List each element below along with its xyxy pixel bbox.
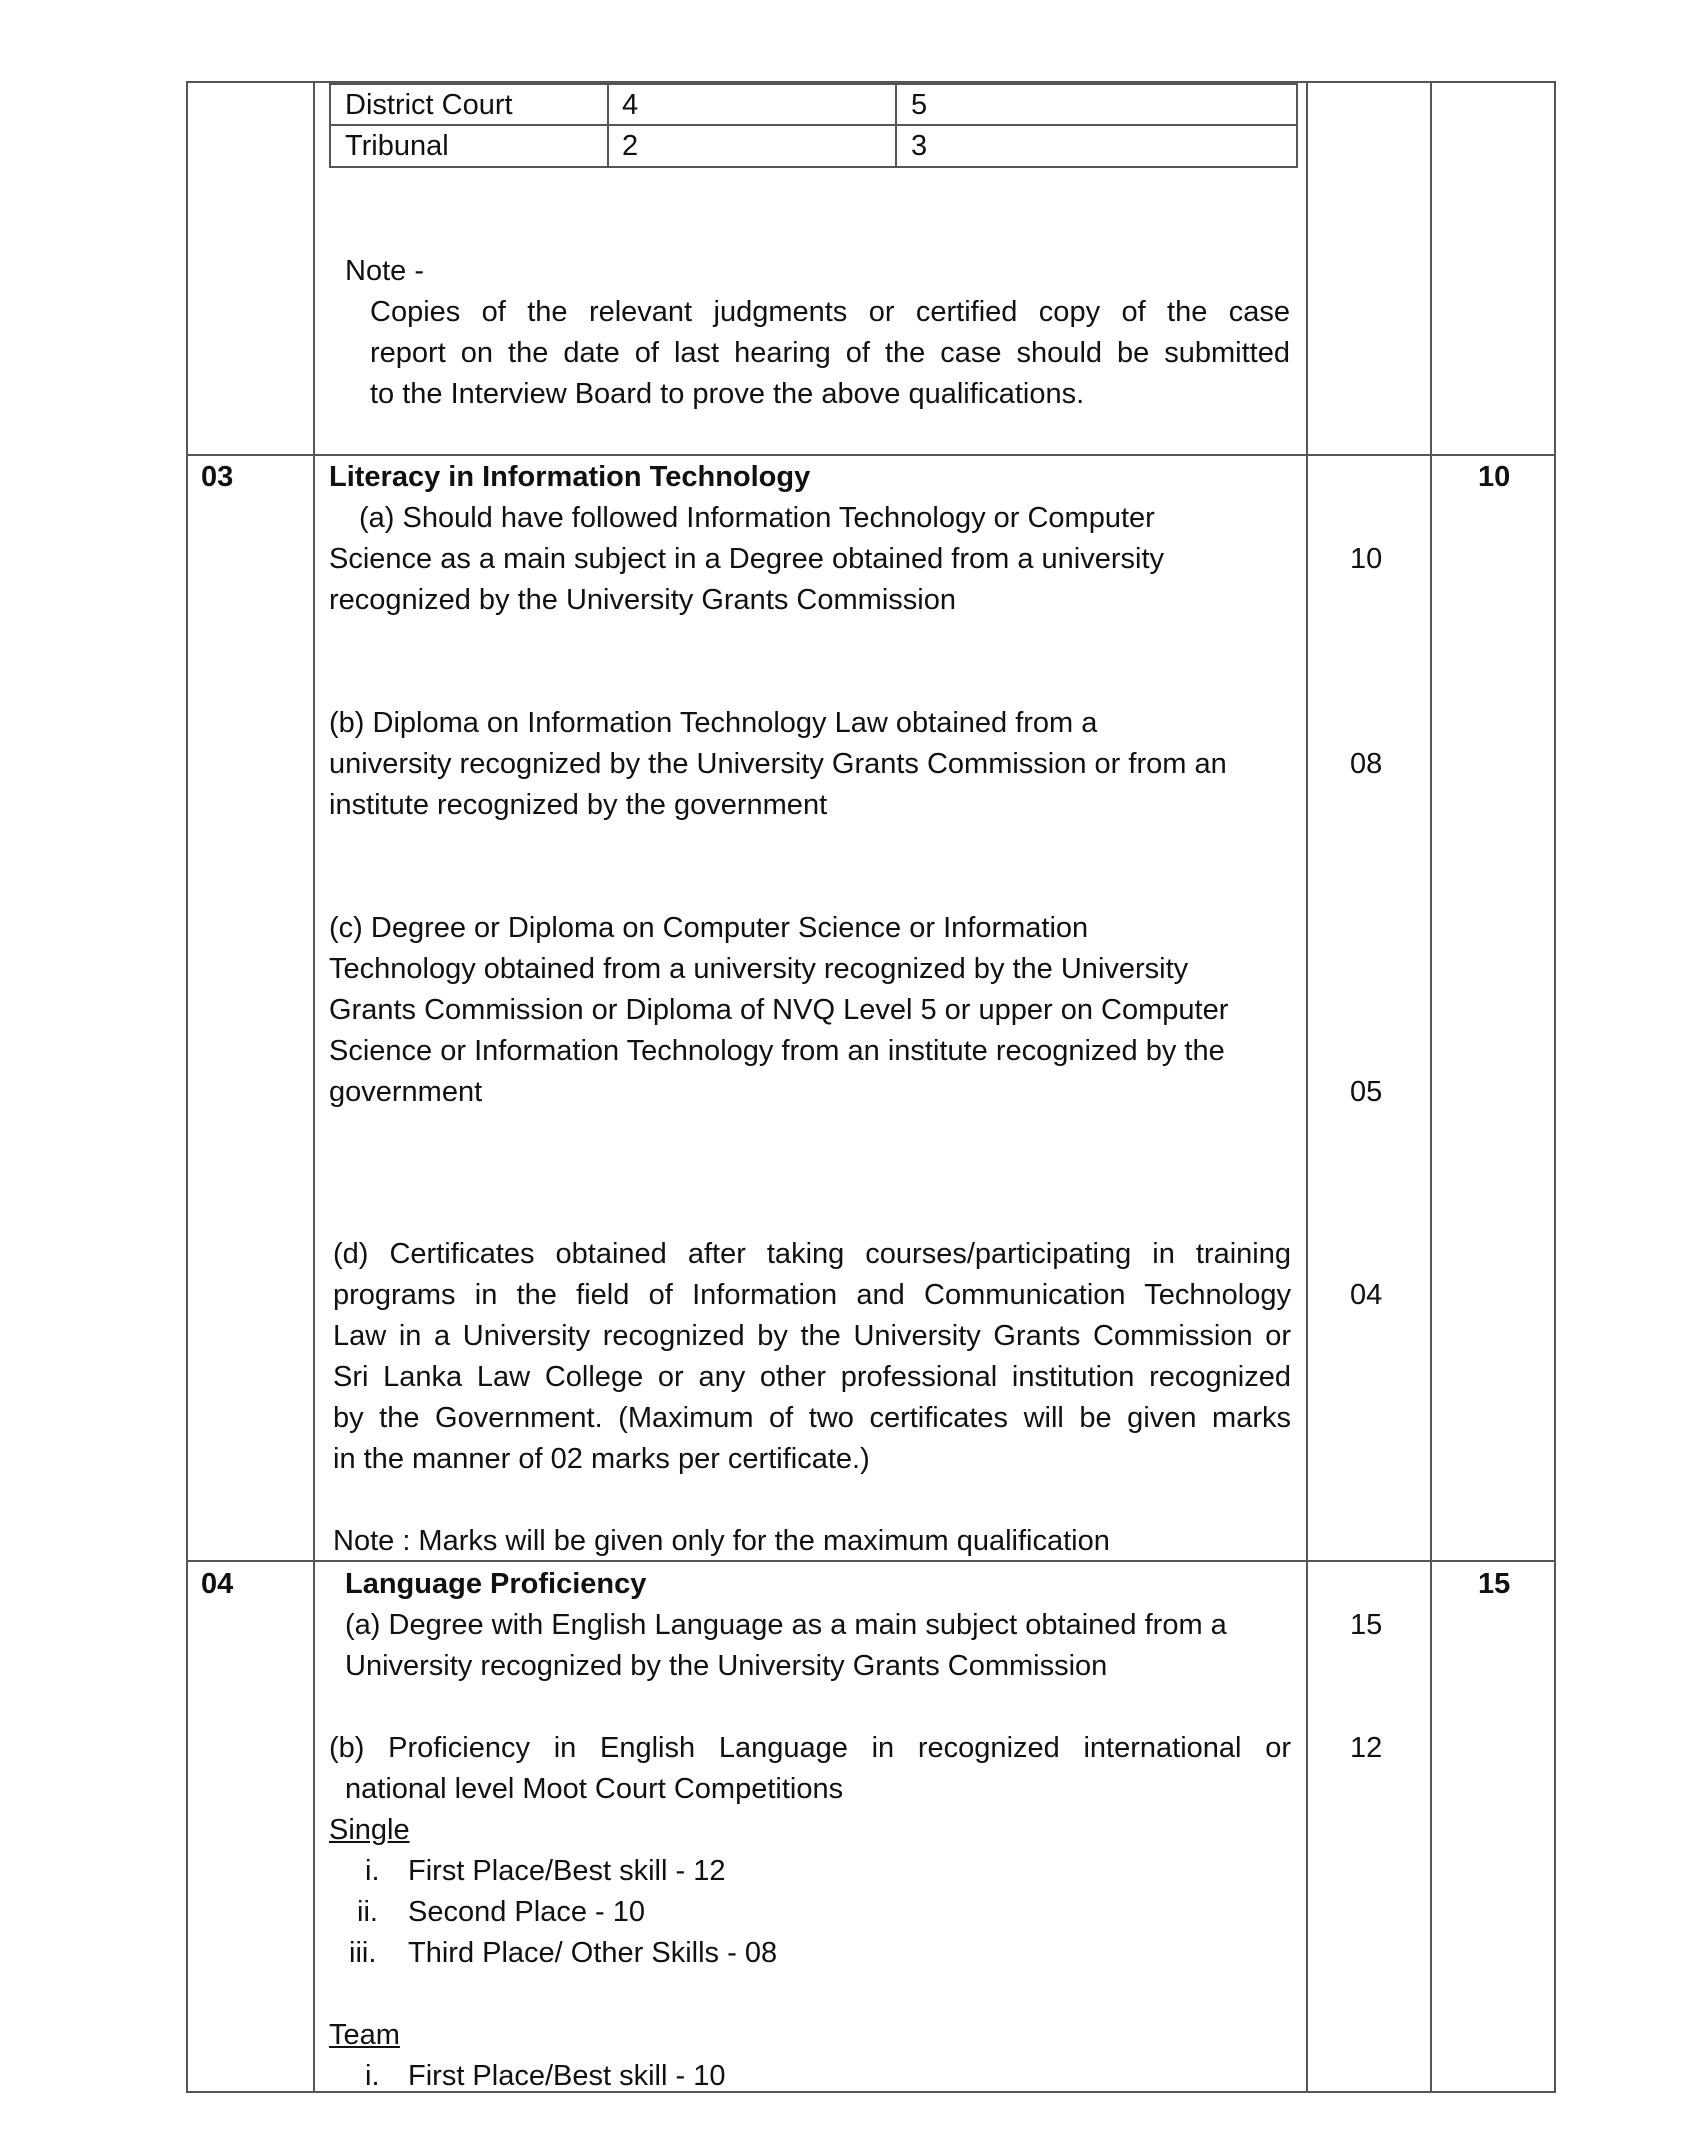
note-line: report on the date of last hearing of the case should be submitted [370, 337, 1290, 369]
criterion-line: (b) Proficiency in English Language in recognized international or [329, 1732, 1291, 1764]
court-table-left [329, 83, 331, 168]
criterion-line: (d) Certificates obtained after taking courses/participating in training [333, 1238, 1291, 1270]
section-total-marks: 10 [1478, 461, 1511, 493]
list-item: First Place/Best skill - 12 [408, 1855, 726, 1887]
court-value: 4 [622, 89, 639, 121]
criterion-line: (b) Diploma on Information Technology Law obtained from a [329, 707, 1098, 739]
column-divider-1 [313, 81, 315, 2093]
criterion-line: Sri Lanka Law College or any other professional institution recognized [333, 1361, 1291, 1393]
criterion-line: Science as a main subject in a Degree obtained from a university [329, 543, 1164, 575]
criterion-line: University recognized by the University Grants Commission [345, 1650, 1108, 1682]
section-number: 04 [201, 1568, 234, 1600]
table-border-left [186, 81, 188, 2093]
court-value: 3 [911, 130, 928, 162]
subheading-single: Single [329, 1814, 410, 1846]
section-title: Language Proficiency [345, 1568, 647, 1600]
note-label: Note - [345, 255, 424, 287]
section-total-marks: 15 [1478, 1568, 1511, 1600]
list-number: i. [365, 2060, 380, 2092]
list-number: ii. [357, 1896, 378, 1928]
criterion-marks: 10 [1350, 543, 1383, 575]
list-item: Third Place/ Other Skills - 08 [408, 1937, 778, 1969]
court-value: 5 [911, 89, 928, 121]
list-number: iii. [349, 1937, 377, 1969]
column-divider-3 [1430, 81, 1432, 2093]
criterion-line: Science or Information Technology from an institute recognized by the [329, 1035, 1225, 1067]
criterion-line: Law in a University recognized by the University Grants Commission or [333, 1320, 1291, 1352]
list-item: Second Place - 10 [408, 1896, 645, 1928]
court-name: District Court [345, 89, 513, 121]
criterion-line: Technology obtained from a university recognized by the University [329, 953, 1189, 985]
criterion-line: recognized by the University Grants Commission [329, 584, 956, 616]
court-table-div1 [607, 83, 609, 168]
criterion-line: university recognized by the University Grants Commission or from an [329, 748, 1227, 780]
criterion-line: (c) Degree or Diploma on Computer Science or Information [329, 912, 1089, 944]
table-border-bottom [186, 2091, 1556, 2093]
row-divider-03 [186, 454, 1556, 456]
criterion-marks: 15 [1350, 1609, 1383, 1641]
criterion-line: government [329, 1076, 483, 1108]
table-border-right [1554, 81, 1556, 2093]
note-line: Copies of the relevant judgments or certified copy of the case [370, 296, 1290, 328]
court-table-bottom [329, 166, 1297, 168]
note-line: to the Interview Board to prove the above qualifications. [370, 378, 1085, 410]
criterion-line: by the Government. (Maximum of two certificates will be given marks [333, 1402, 1291, 1434]
criterion-line: programs in the field of Information and Communication Technology [333, 1279, 1291, 1311]
criterion-marks: 04 [1350, 1279, 1383, 1311]
list-number: i. [365, 1855, 380, 1887]
criterion-line: (a) Degree with English Language as a main subject obtained from a [345, 1609, 1227, 1641]
criterion-marks: 08 [1350, 748, 1383, 780]
criterion-line: in the manner of 02 marks per certificate.) [333, 1443, 870, 1475]
section-number: 03 [201, 461, 234, 493]
criterion-line: Grants Commission or Diploma of NVQ Level 5 or upper on Computer [329, 994, 1229, 1026]
column-divider-2 [1306, 81, 1308, 2093]
criterion-line: national level Moot Court Competitions [345, 1773, 844, 1805]
criterion-marks: 12 [1350, 1732, 1383, 1764]
section-note: Note : Marks will be given only for the maximum qualification [333, 1525, 1110, 1557]
criterion-marks: 05 [1350, 1076, 1383, 1108]
court-value: 2 [622, 130, 639, 162]
court-name: Tribunal [345, 130, 449, 162]
list-item: First Place/Best skill - 10 [408, 2060, 726, 2092]
court-table-div2 [895, 83, 897, 168]
section-title: Literacy in Information Technology [329, 461, 811, 493]
subheading-team: Team [329, 2019, 400, 2051]
criterion-line: (a) Should have followed Information Technology or Computer [359, 502, 1155, 534]
court-table-right [1296, 83, 1298, 168]
criterion-line: institute recognized by the government [329, 789, 828, 821]
